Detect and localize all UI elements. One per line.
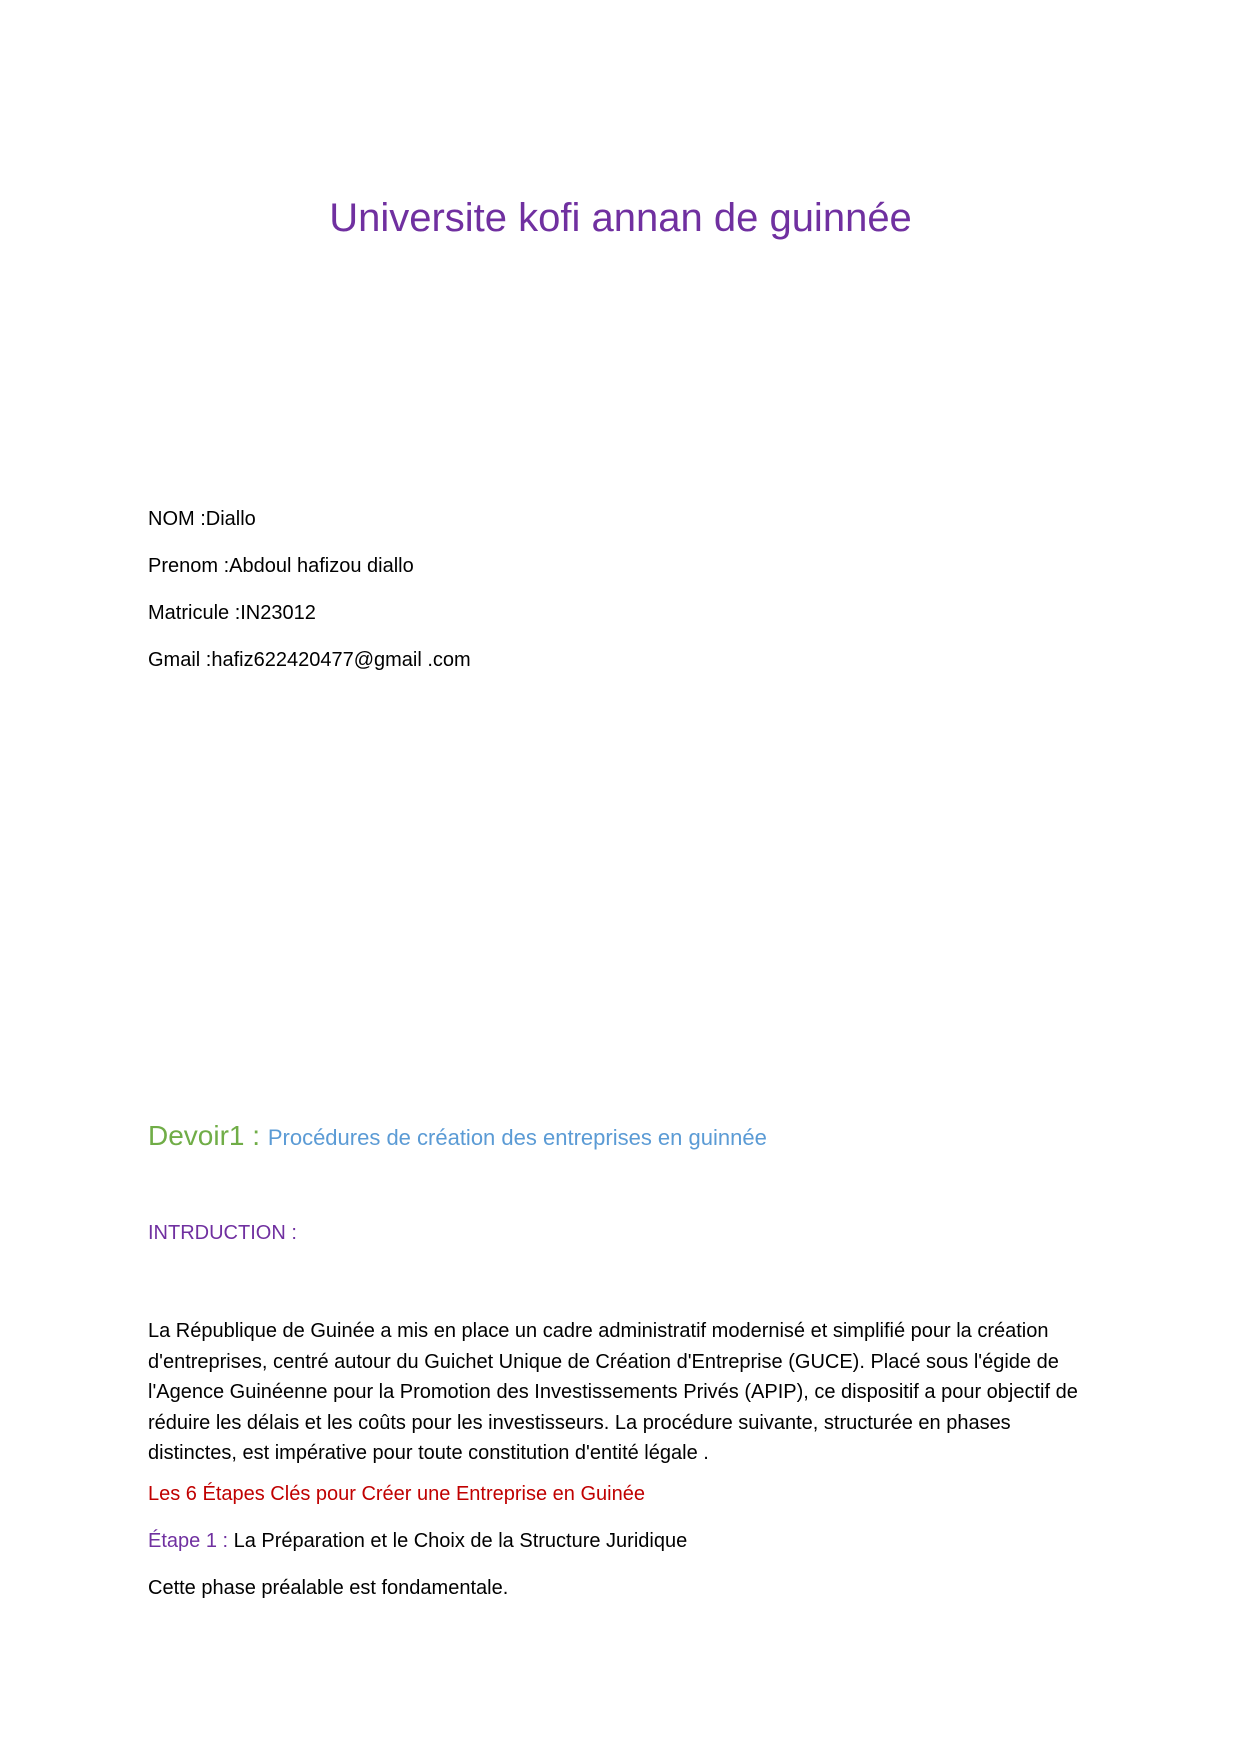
- introduction-paragraph: La République de Guinée a mis en place un cadre administratif modernisé et simplifié pour la création d'entreprises, centré autour du Guichet Unique de Création d'Entreprise (GUCE). Placé sous l'égide de l'Agence Guinéenne pour la Promotion des Investissements Privés (APIP), ce dispositif a pour objectif de réduire les délais et les coûts pour les investisseurs. La procédure suivante, structurée en phases distinctes, est impérative pour toute constitution d'entité légale .: [148, 1320, 1078, 1464]
- step-1-heading: [148, 1530, 687, 1553]
- steps-heading: Les 6 Étapes Clés pour Créer une Entreprise en Guinée: [148, 1483, 645, 1505]
- assignment-heading: [148, 1120, 767, 1152]
- assignment-label: Devoir1 :: [148, 1120, 268, 1151]
- assignment-subject: Procédures de création des entreprises en guinnée: [267, 1125, 767, 1150]
- step-1-title: La Préparation et le Choix de la Structure Juridique: [233, 1530, 688, 1552]
- university-title: Universite kofi annan de guinnée: [329, 196, 912, 240]
- student-prenom: Prenom :Abdoul hafizou diallo: [148, 555, 414, 577]
- student-nom: NOM :Diallo: [148, 508, 256, 530]
- student-gmail: Gmail :hafiz622420477@gmail .com: [148, 649, 471, 671]
- step-1-label: Étape 1 :: [148, 1530, 234, 1552]
- step-1-description: Cette phase préalable est fondamentale.: [148, 1577, 509, 1599]
- student-matricule: Matricule :IN23012: [148, 602, 316, 624]
- introduction-heading: INTRDUCTION :: [148, 1222, 297, 1244]
